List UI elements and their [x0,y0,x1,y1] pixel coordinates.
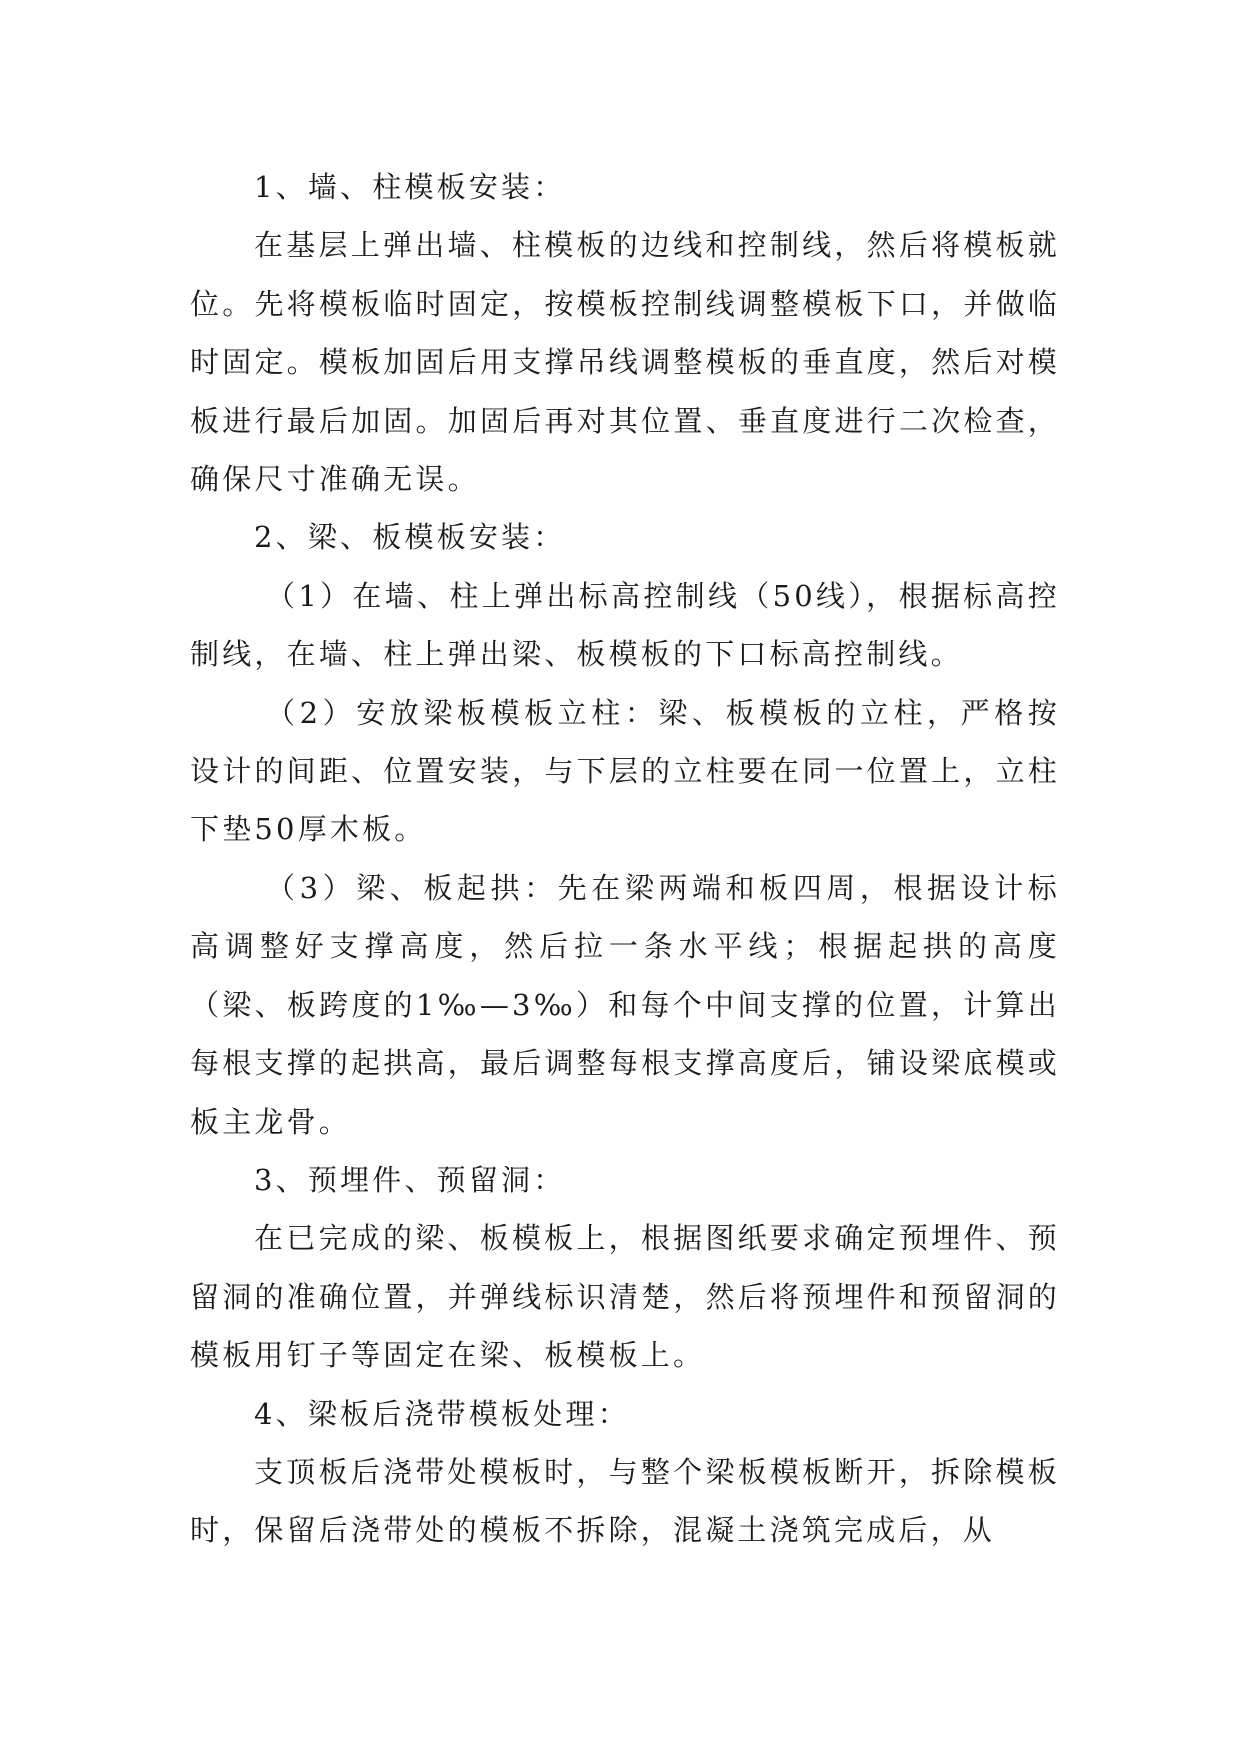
section-heading-2: 2、梁、板模板安装： [254,520,566,555]
section-heading-4: 4、梁板后浇带模板处理： [254,1396,630,1431]
paragraph-step-2: （2）安放梁板模板立柱：梁、板模板的立柱，严格按设计的间距、位置安装，与下层的立柱要在同一位置上，立柱下垫50厚木板。 [190,695,1060,847]
paragraph-wall-column-install: 在基层上弹出墙、柱模板的边线和控制线，然后将模板就位。先将模板临时固定，按模板控制线调整模板下口，并做临时固定。模板加固后用支撑吊线调整模板的垂直度，然后对模板进行最后加固。加固后再对其位置、垂直度进行二次检查，确保尺寸准确无误。 [190,228,1060,497]
document-body [190,158,1060,1560]
section-heading-1: 1、墙、柱模板安装： [254,170,566,204]
paragraph-step-3: （3）梁、板起拱：先在梁两端和板四周，根据设计标高调整好支撑高度，然后拉一条水平线；根据起拱的高度（梁、板跨度的1‰—3‰）和每个中间支撑的位置，计算出每根支撑的起拱高，最后调整每根支撑高度后，铺设梁底模或板主龙骨。 [190,870,1060,1139]
paragraph-embedded-parts: 在已完成的梁、板模板上，根据图纸要求确定预埋件、预留洞的准确位置，并弹线标识清楚，然后将预埋件和预留洞的模板用钉子等固定在梁、板模板上。 [190,1221,1060,1373]
paragraph-post-pour-strip: 支顶板后浇带处模板时，与整个梁板模板断开，拆除模板时，保留后浇带处的模板不拆除，混凝土浇筑完成后，从 [190,1454,1060,1548]
paragraph-step-1: （1）在墙、柱上弹出标高控制线（50线），根据标高控制线，在墙、柱上弹出梁、板模板的下口标高控制线。 [190,578,1060,672]
section-heading-3: 3、预埋件、预留洞： [254,1162,566,1197]
